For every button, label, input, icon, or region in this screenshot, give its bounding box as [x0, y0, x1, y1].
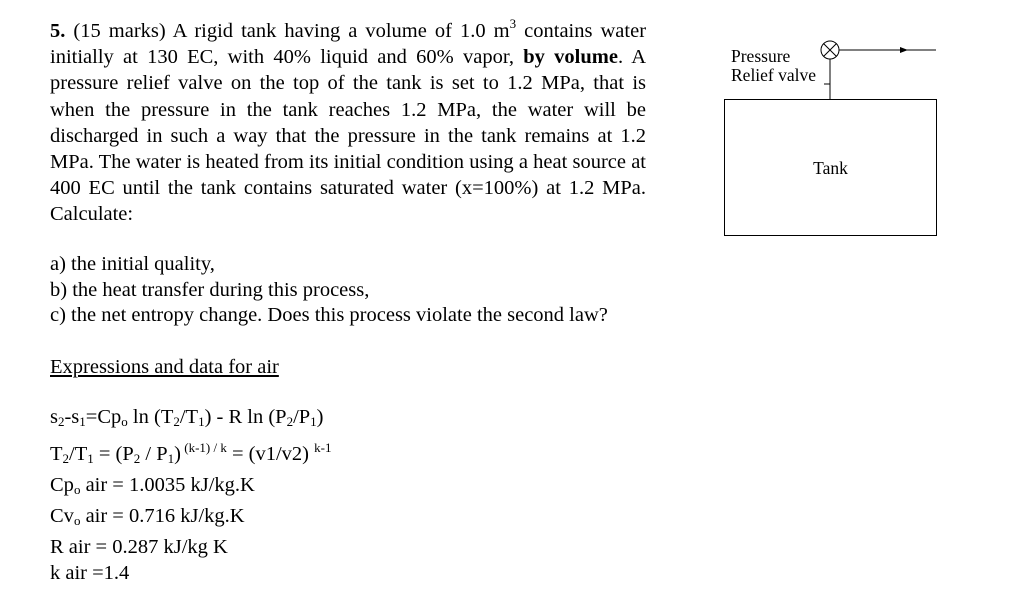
entropy-equation: $s_2-s_1=Cp_o$ $\ln (T_2/T_1)$ - R $\ln (P_2/P_1)$ — [50, 406, 324, 429]
problem-number: 5. — [50, 20, 66, 42]
k-line: k air =1.4 — [50, 562, 130, 584]
r-line: R air = 0.287 kJ/kg K — [50, 536, 228, 558]
problem-text-3: . A pressure relief valve on the top of the tank is set to 1.2 MPa, that is when the pressure in the tank reaches 1.2 MPa, the water will be discharged in such a way that the pressure in the tank remains at 1.2 MPa. The water is heated from its initial condition using a heat source at 400 EC until the tank contains saturated water (x=100%) at 1.2 MPa. Calculate: — [50, 46, 646, 226]
problem-text-2: contains water initially at 130 EC, with 40% liquid and 60% vapor, — [50, 20, 647, 69]
question-b: b) the heat transfer during this process, — [50, 278, 370, 301]
problem-statement — [50, 11, 646, 228]
question-list — [50, 252, 690, 329]
valve-icon — [821, 41, 839, 59]
problem-emphasis: by volume — [523, 46, 618, 69]
cp-line: $Cp_o$ air = 1.0035 kJ/kg.K — [50, 474, 255, 497]
isentropic-equation: $T_2/T_1 = (P_2 / P_1) ^{(k-1) / k} = (v1/v2)$ $^{k-1}$ — [50, 440, 332, 466]
volume-exponent: 3 — [509, 16, 517, 31]
arrow-right-icon — [900, 47, 908, 53]
expressions-title: Expressions and data for air — [50, 356, 279, 378]
question-a: a) the initial quality, — [50, 253, 215, 275]
problem-marks: (15 marks) — [73, 20, 166, 42]
formula-block — [50, 404, 550, 586]
question-c: c) the net entropy change. Does this process violate the second law? — [50, 304, 608, 326]
tank-label: Tank — [813, 158, 848, 178]
cv-line: $Cv_o$ air = 0.716 kJ/kg.K — [50, 505, 245, 528]
problem-text-1: A rigid tank having a volume of 1.0 m — [172, 20, 510, 42]
relief-valve-label: Pressure Relief valve — [731, 46, 817, 85]
